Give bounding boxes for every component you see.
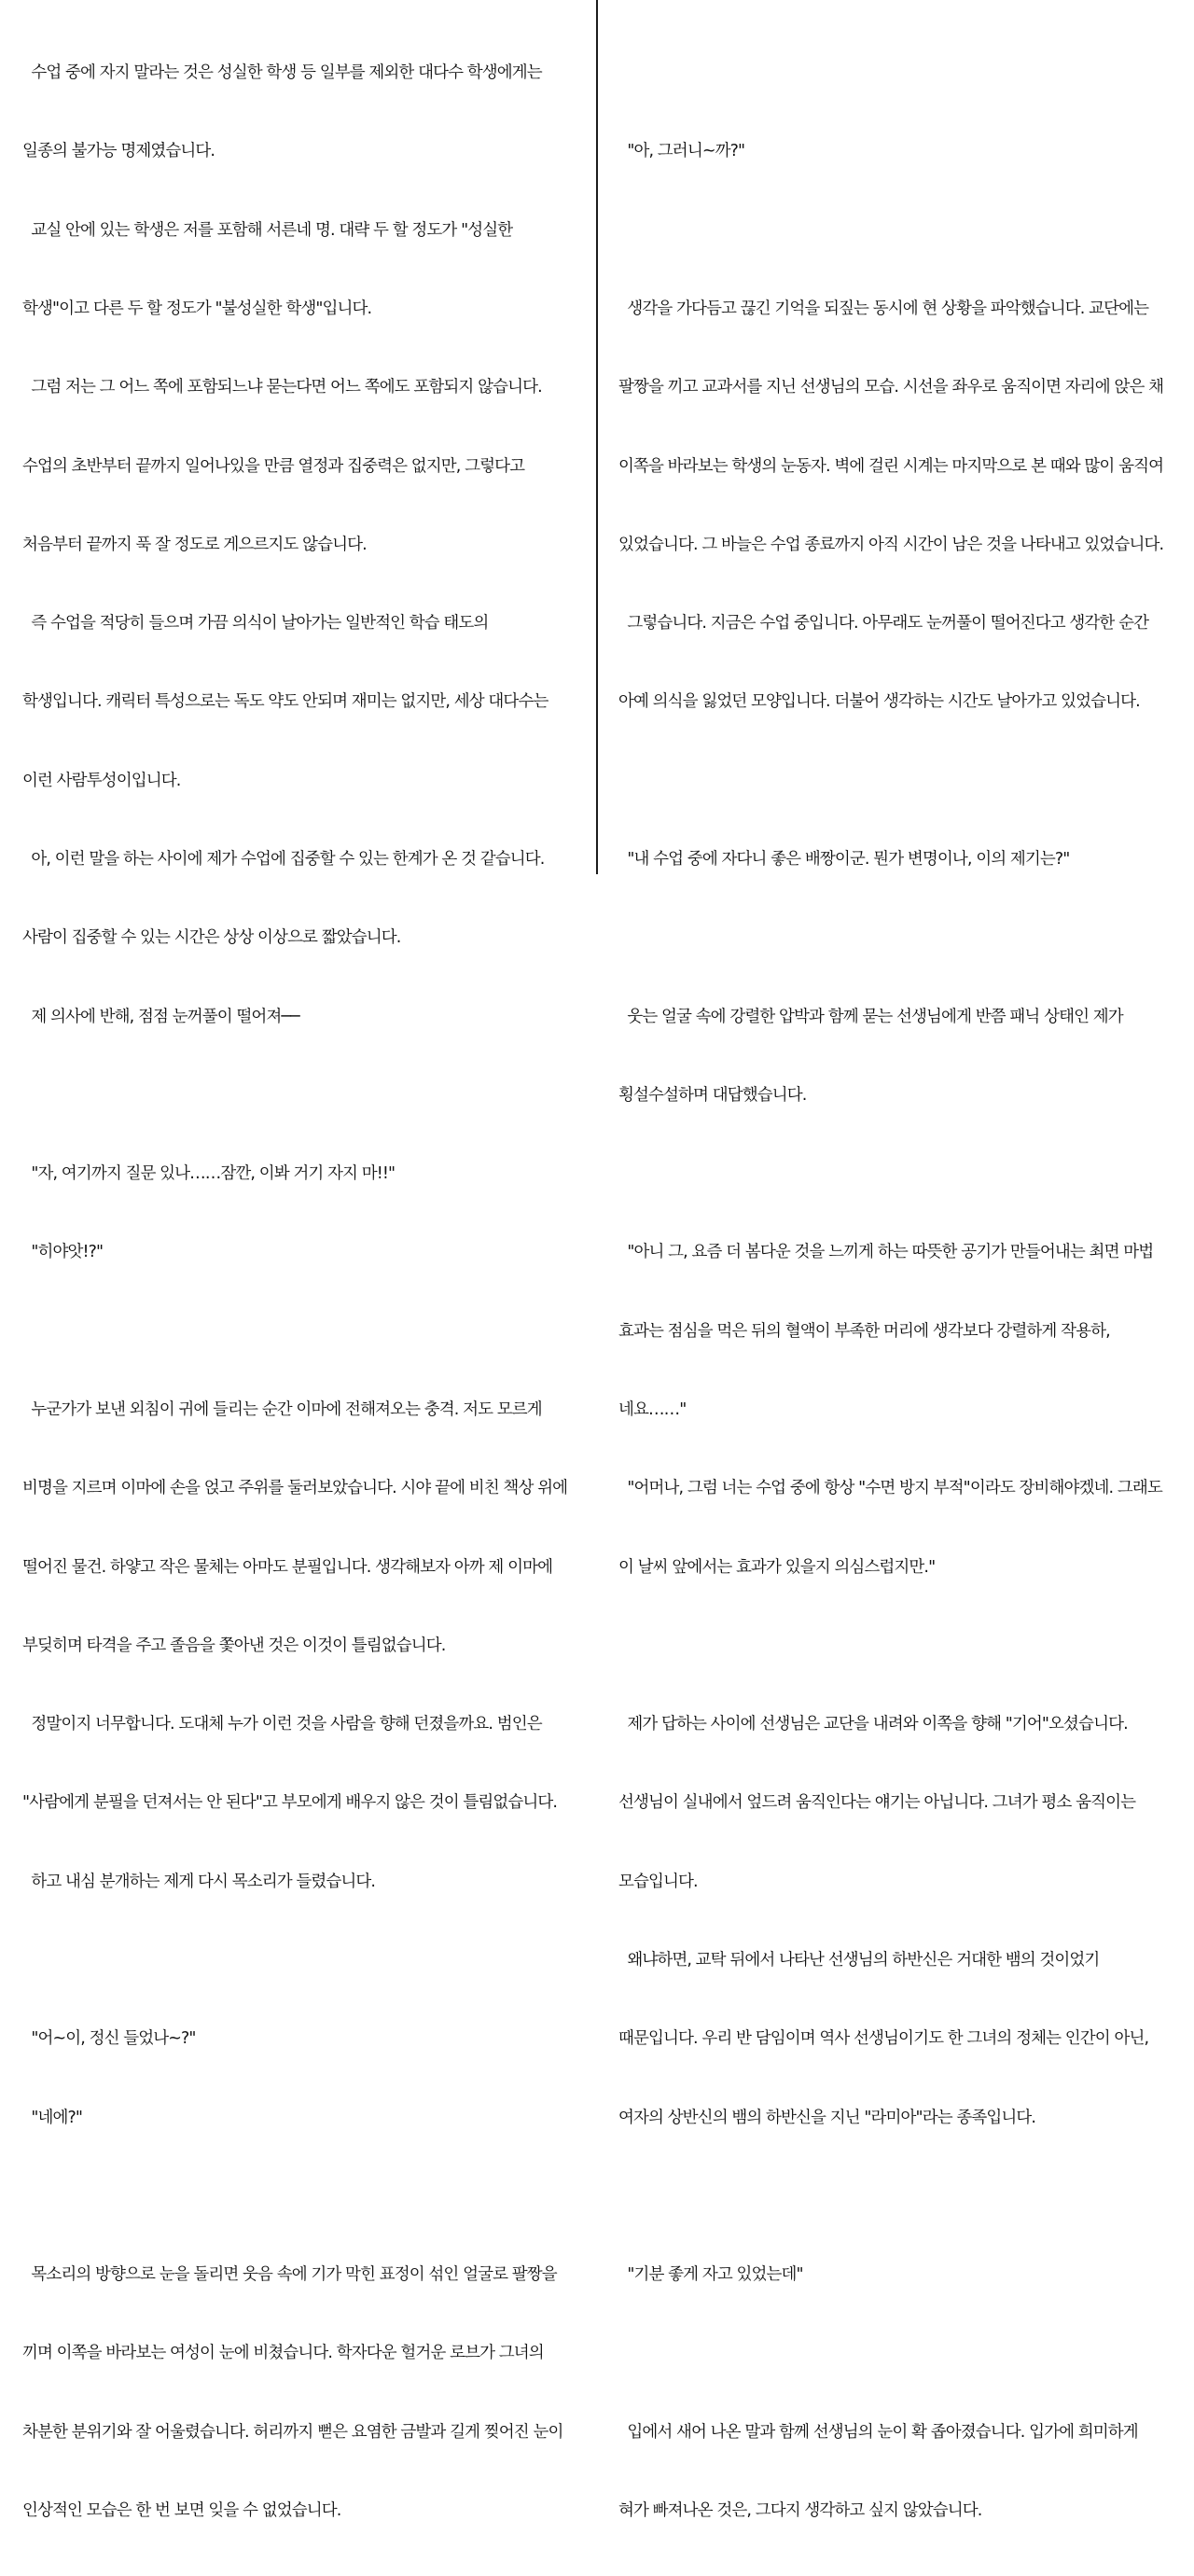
text-line: "내 수업 중에 자다니 좋은 배짱이군. 뭔가 변명이나, 이의 제기는?" — [618, 850, 1070, 869]
text-line: 부딪히며 타격을 주고 졸음을 쫓아낸 것은 이것이 틀림없습니다. — [22, 1636, 446, 1655]
text-line: 효과는 점심을 먹은 뒤의 혈액이 부족한 머리에 생각보다 강렬하게 작용하, — [618, 1321, 1110, 1341]
text-line: 그렇습니다. 지금은 수업 중입니다. 아무래도 눈꺼풀이 떨어진다고 생각한 순간 — [618, 614, 1149, 634]
text-line: 아, 이런 말을 하는 사이에 제가 수업에 집중할 수 있는 한계가 온 것 같습니다. — [22, 850, 545, 869]
blank-line — [618, 1633, 1178, 1659]
blank-line — [618, 1161, 1178, 1187]
blank-line — [22, 1318, 582, 1344]
blank-line — [618, 2340, 1178, 2366]
text-line: 떨어진 물건. 하얗고 작은 물체는 아마도 분필입니다. 생각해보자 아까 제 이마에 — [22, 1557, 553, 1577]
text-line: 교실 안에 있는 학생은 저를 포함해 서른네 명. 대략 두 할 정도가 "성실한 — [22, 220, 513, 240]
text-line: 수업 중에 자지 말라는 것은 성실한 학생 등 일부를 제외한 대다수 학생에게는 — [22, 63, 542, 83]
blank-line — [22, 2183, 582, 2209]
text-line: "기분 좋게 자고 있었는데" — [618, 2265, 803, 2285]
page-divider — [596, 0, 598, 874]
text-line: 혀가 빠져나온 것은, 그다지 생각하고 싶지 않았습니다. — [618, 2500, 982, 2520]
text-line: "히야앗!?" — [22, 1243, 104, 1262]
blank-line — [618, 2183, 1178, 2209]
blank-line — [618, 925, 1178, 951]
blank-line — [22, 1947, 582, 1973]
text-line: 비명을 지르며 이마에 손을 얹고 주위를 둘러보았습니다. 시야 끝에 비친 책상 위에 — [22, 1479, 568, 1498]
text-line: 팔짱을 끼고 교과서를 지닌 선생님의 모습. 시선을 좌우로 움직이면 자리에 앉은 채 — [618, 378, 1164, 397]
text-line: 있었습니다. 그 바늘은 수업 종료까지 아직 시간이 남은 것을 나타내고 있었습니다. — [618, 535, 1164, 554]
left-page-text — [22, 7, 582, 2576]
text-line: 여자의 상반신의 뱀의 하반신을 지닌 "라미아"라는 종족입니다. — [618, 2108, 1036, 2127]
text-line: 그럼 저는 그 어느 쪽에 포함되느냐 묻는다면 어느 쪽에도 포함되지 않습니다. — [22, 378, 542, 397]
text-line: 학생"이고 다른 두 할 정도가 "불성실한 학생"입니다. — [22, 299, 372, 319]
text-line: 입에서 새어 나온 말과 함께 선생님의 눈이 확 좁아졌습니다. 입가에 희미하게 — [618, 2422, 1138, 2442]
text-line: 이 날씨 앞에서는 효과가 있을지 의심스럽지만." — [618, 1557, 936, 1577]
text-line: 때문입니다. 우리 반 담임이며 역사 선생님이기도 한 그녀의 정체는 인간이 아닌, — [618, 2029, 1149, 2049]
text-line: 일종의 불가능 명제였습니다. — [22, 142, 215, 161]
right-page-text — [618, 7, 1178, 2576]
text-line: "자, 여기까지 질문 있나……잠깐, 이봐 거기 자지 마!!" — [22, 1164, 396, 1184]
text-line: 정말이지 너무합니다. 도대체 누가 이런 것을 사람을 향해 던졌을까요. 범인은 — [22, 1715, 542, 1734]
text-line: 횡설수설하며 대답했습니다. — [618, 1085, 807, 1105]
text-line: 하고 내심 분개하는 제게 다시 목소리가 들렸습니다. — [22, 1872, 376, 1891]
text-line: 선생님이 실내에서 엎드려 움직인다는 얘기는 아닙니다. 그녀가 평소 움직이는 — [618, 1793, 1136, 1813]
blank-line — [22, 1082, 582, 1108]
blank-line — [618, 60, 1178, 86]
text-line: 누군가가 보낸 외침이 귀에 들리는 순간 이마에 전해져오는 충격. 저도 모르게 — [22, 1399, 542, 1419]
text-line: "어머나, 그럼 너는 수업 중에 항상 "수면 방지 부적"이라도 장비해야겠네. 그래도 — [618, 1479, 1162, 1498]
text-line: 즉 수업을 적당히 들으며 가끔 의식이 날아가는 일반적인 학습 태도의 — [22, 614, 489, 634]
text-line: 학생입니다. 캐릭터 특성으로는 독도 약도 안되며 재미는 없지만, 세상 대다수는 — [22, 692, 548, 712]
blank-line — [618, 768, 1178, 794]
text-line: 사람이 집중할 수 있는 시간은 상상 이상으로 짧았습니다. — [22, 928, 401, 948]
text-line: 웃는 얼굴 속에 강렬한 압박과 함께 묻는 선생님에게 반쯤 패닉 상태인 제가 — [618, 1007, 1123, 1026]
blank-line — [618, 217, 1178, 244]
text-line: 모습입니다. — [618, 1872, 698, 1891]
text-line: 제 의사에 반해, 점점 눈꺼풀이 떨어져── — [22, 1007, 299, 1026]
text-line: 생각을 가다듬고 끊긴 기억을 되짚는 동시에 현 상황을 파악했습니다. 교단에는 — [618, 299, 1149, 319]
text-line: "어~이, 정신 들었나~?" — [22, 2029, 196, 2049]
text-line: "아니 그, 요즘 더 봄다운 것을 느끼게 하는 따뜻한 공기가 만들어내는 최면 마법 — [618, 1243, 1154, 1262]
text-line: "아, 그러니~까?" — [618, 142, 745, 161]
text-line: 차분한 분위기와 잘 어울렸습니다. 허리까지 뻗은 요염한 금발과 길게 찢어진 눈이 — [22, 2422, 563, 2442]
text-line: 네요……" — [618, 1399, 687, 1419]
text-line: 목소리의 방향으로 눈을 돌리면 웃음 속에 기가 막힌 표정이 섞인 얼굴로 팔짱을 — [22, 2265, 557, 2285]
text-line: 제가 답하는 사이에 선생님은 교단을 내려와 이쪽을 향해 "기어"오셨습니다. — [618, 1715, 1128, 1734]
text-line: 처음부터 끝까지 푹 잘 정도로 게으르지도 않습니다. — [22, 535, 367, 554]
text-line: "사람에게 분필을 던져서는 안 된다"고 부모에게 배우지 않은 것이 틀림없습니다. — [22, 1793, 558, 1813]
text-line: "네에?" — [22, 2108, 83, 2127]
text-line: 끼며 이쪽을 바라보는 여성이 눈에 비쳤습니다. 학자다운 헐거운 로브가 그녀의 — [22, 2344, 544, 2363]
text-line: 아예 의식을 잃었던 모양입니다. 더불어 생각하는 시간도 날아가고 있었습니다. — [618, 692, 1140, 712]
text-line: 이런 사람투성이입니다. — [22, 771, 181, 790]
text-line: 수업의 초반부터 끝까지 일어나있을 만큼 열정과 집중력은 없지만, 그렇다고 — [22, 456, 525, 476]
text-line: 인상적인 모습은 한 번 보면 잊을 수 없었습니다. — [22, 2500, 341, 2520]
text-line: 이쪽을 바라보는 학생의 눈동자. 벽에 걸린 시계는 마지막으로 본 때와 많이 움직여 — [618, 456, 1164, 476]
text-line: 왜냐하면, 교탁 뒤에서 나타난 선생님의 하반신은 거대한 뱀의 것이었기 — [618, 1950, 1100, 1970]
